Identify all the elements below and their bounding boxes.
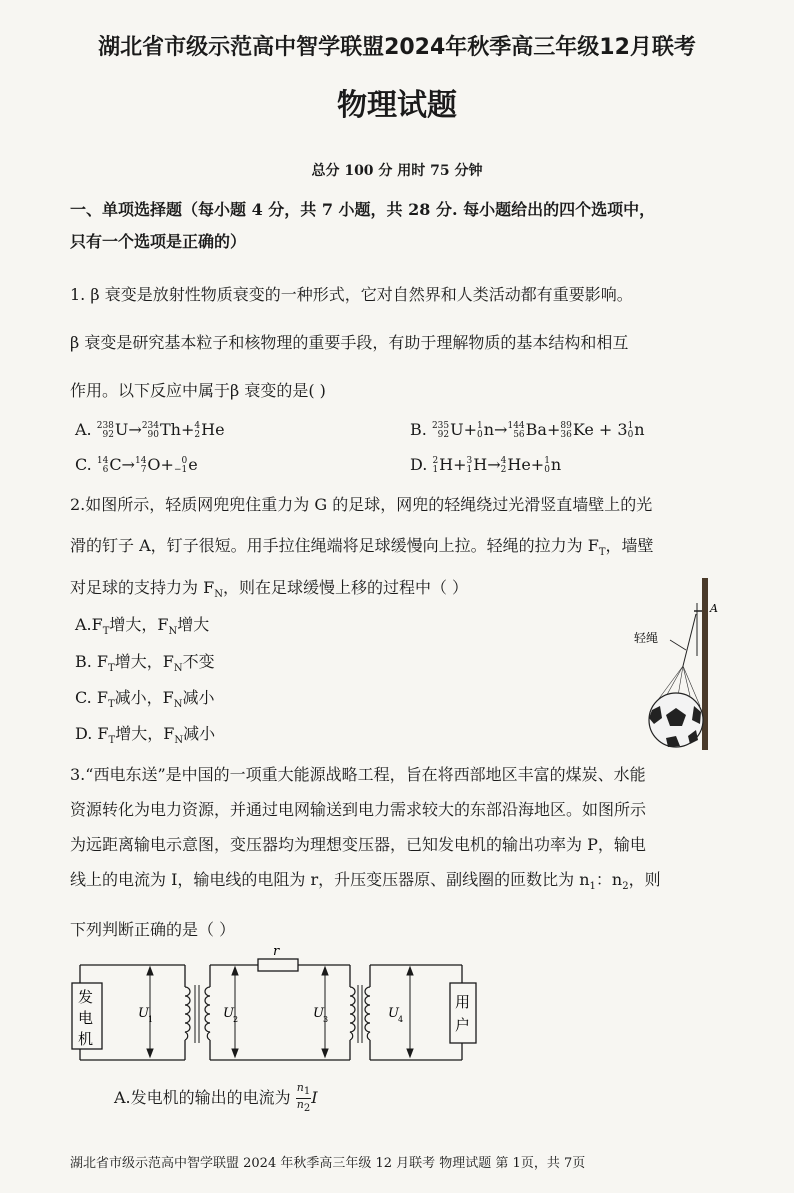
q2-option-b: B. $F_T$增大，$F_N$不变 xyxy=(75,652,215,675)
resistor-r xyxy=(258,959,298,971)
q3-line3: 为远距离输电示意图，变压器均为理想变压器，已知发电机的输出功率为 P，输电 xyxy=(70,835,646,854)
q1-option-a: A. 238 92U→234 90Th+4 2He xyxy=(75,420,225,440)
q1-line1: 1. β 衰变是放射性物质衰变的一种形式，它对自然界和人类活动都有重要影响。 xyxy=(70,285,633,304)
q3-line1: 3.“西电东送”是中国的一项重大能源战略工程，旨在将西部地区丰富的煤炭、水能 xyxy=(70,765,646,784)
user-box xyxy=(450,983,476,1043)
svg-text:2: 2 xyxy=(233,1015,239,1024)
q1-option-c: C. 14 6C→14 7O+ 0 −1e xyxy=(75,455,198,475)
svg-text:U: U xyxy=(313,1006,324,1021)
svg-text:用: 用 xyxy=(455,993,471,1011)
q3-line4: 线上的电流为 I，输电线的电阻为 r，升压变压器原、副线圈的匝数比为 $n_1$：$n_2$，则 xyxy=(70,870,661,893)
svg-text:电: 电 xyxy=(78,1009,94,1027)
svg-text:机: 机 xyxy=(78,1030,94,1048)
rope-net xyxy=(683,614,696,666)
svg-text:U: U xyxy=(223,1006,234,1021)
q2-line3: 对足球的支持力为 $F_N$，则在足球缓慢上移的过程中（ ） xyxy=(70,578,469,601)
q3-circuit-figure xyxy=(70,945,480,1075)
q1-line2: β 衰变是研究基本粒子和核物理的重要手段，有助于理解物质的基本结构和相互 xyxy=(70,333,629,352)
q2-option-c: C. $F_T$减小，$F_N$减小 xyxy=(75,688,215,711)
q2-line1: 2.如图所示，轻质网兜兜住重力为 G 的足球，网兜的轻绳绕过光滑竖直墙壁上的光 xyxy=(70,495,653,514)
exam-meta: 总分 100 分 用时 75 分钟 xyxy=(311,163,483,179)
q3-option-a: A.发电机的输出的电流为 $\frac{n_1}{n_2}$ I xyxy=(114,1081,318,1115)
subject-title: 物理试题 xyxy=(337,88,457,123)
svg-text:4: 4 xyxy=(398,1015,404,1024)
svg-text:U: U xyxy=(388,1006,399,1021)
q2-option-d: D. $F_T$增大，$F_N$减小 xyxy=(75,724,216,747)
svg-text:3: 3 xyxy=(323,1015,329,1024)
q1-option-b: B. 235 92U+1 0n→144 56Ba+89 36Ke + 31 0n xyxy=(410,420,645,440)
q3-line5: 下列判断正确的是（ ） xyxy=(70,920,236,939)
svg-text:1: 1 xyxy=(148,1015,154,1024)
exam-title: 湖北省市级示范高中智学联盟2024年秋季高三年级12月联考 xyxy=(98,35,696,60)
page-footer: 湖北省市级示范高中智学联盟 2024 年秋季高三年级 12 月联考 物理试题 第 1页，共 7页 xyxy=(70,1156,586,1171)
q2-option-a: $A.F_T$增大，$F_N$增大 xyxy=(75,615,210,638)
nail-label-a: A xyxy=(710,602,718,615)
section-heading-line1: 一、单项选择题（每小题 4 分，共 7 小题，共 28 分. 每小题给出的四个选项中， xyxy=(70,200,656,219)
q3-line2: 资源转化为电力资源，并通过电网输送到电力需求较大的东部沿海地区。如图所示 xyxy=(70,800,647,819)
rope-label: 轻绳 xyxy=(634,631,659,645)
resistor-label: r xyxy=(273,945,280,959)
svg-text:发: 发 xyxy=(78,988,94,1006)
q2-football-figure xyxy=(630,578,730,750)
svg-text:U: U xyxy=(138,1006,149,1021)
q1-option-d: D. 2 1H+3 1H→4 2He+1 0n xyxy=(410,455,562,475)
svg-text:户: 户 xyxy=(455,1016,471,1034)
q2-line2: 滑的钉子 A，钉子很短。用手拉住绳端将足球缓慢向上拉。轻绳的拉力为 $F_T$，墙壁 xyxy=(70,536,654,559)
q1-line3: 作用。以下反应中属于β 衰变的是( ) xyxy=(70,381,326,400)
section-heading-line2: 只有一个选项是正确的） xyxy=(70,232,247,251)
